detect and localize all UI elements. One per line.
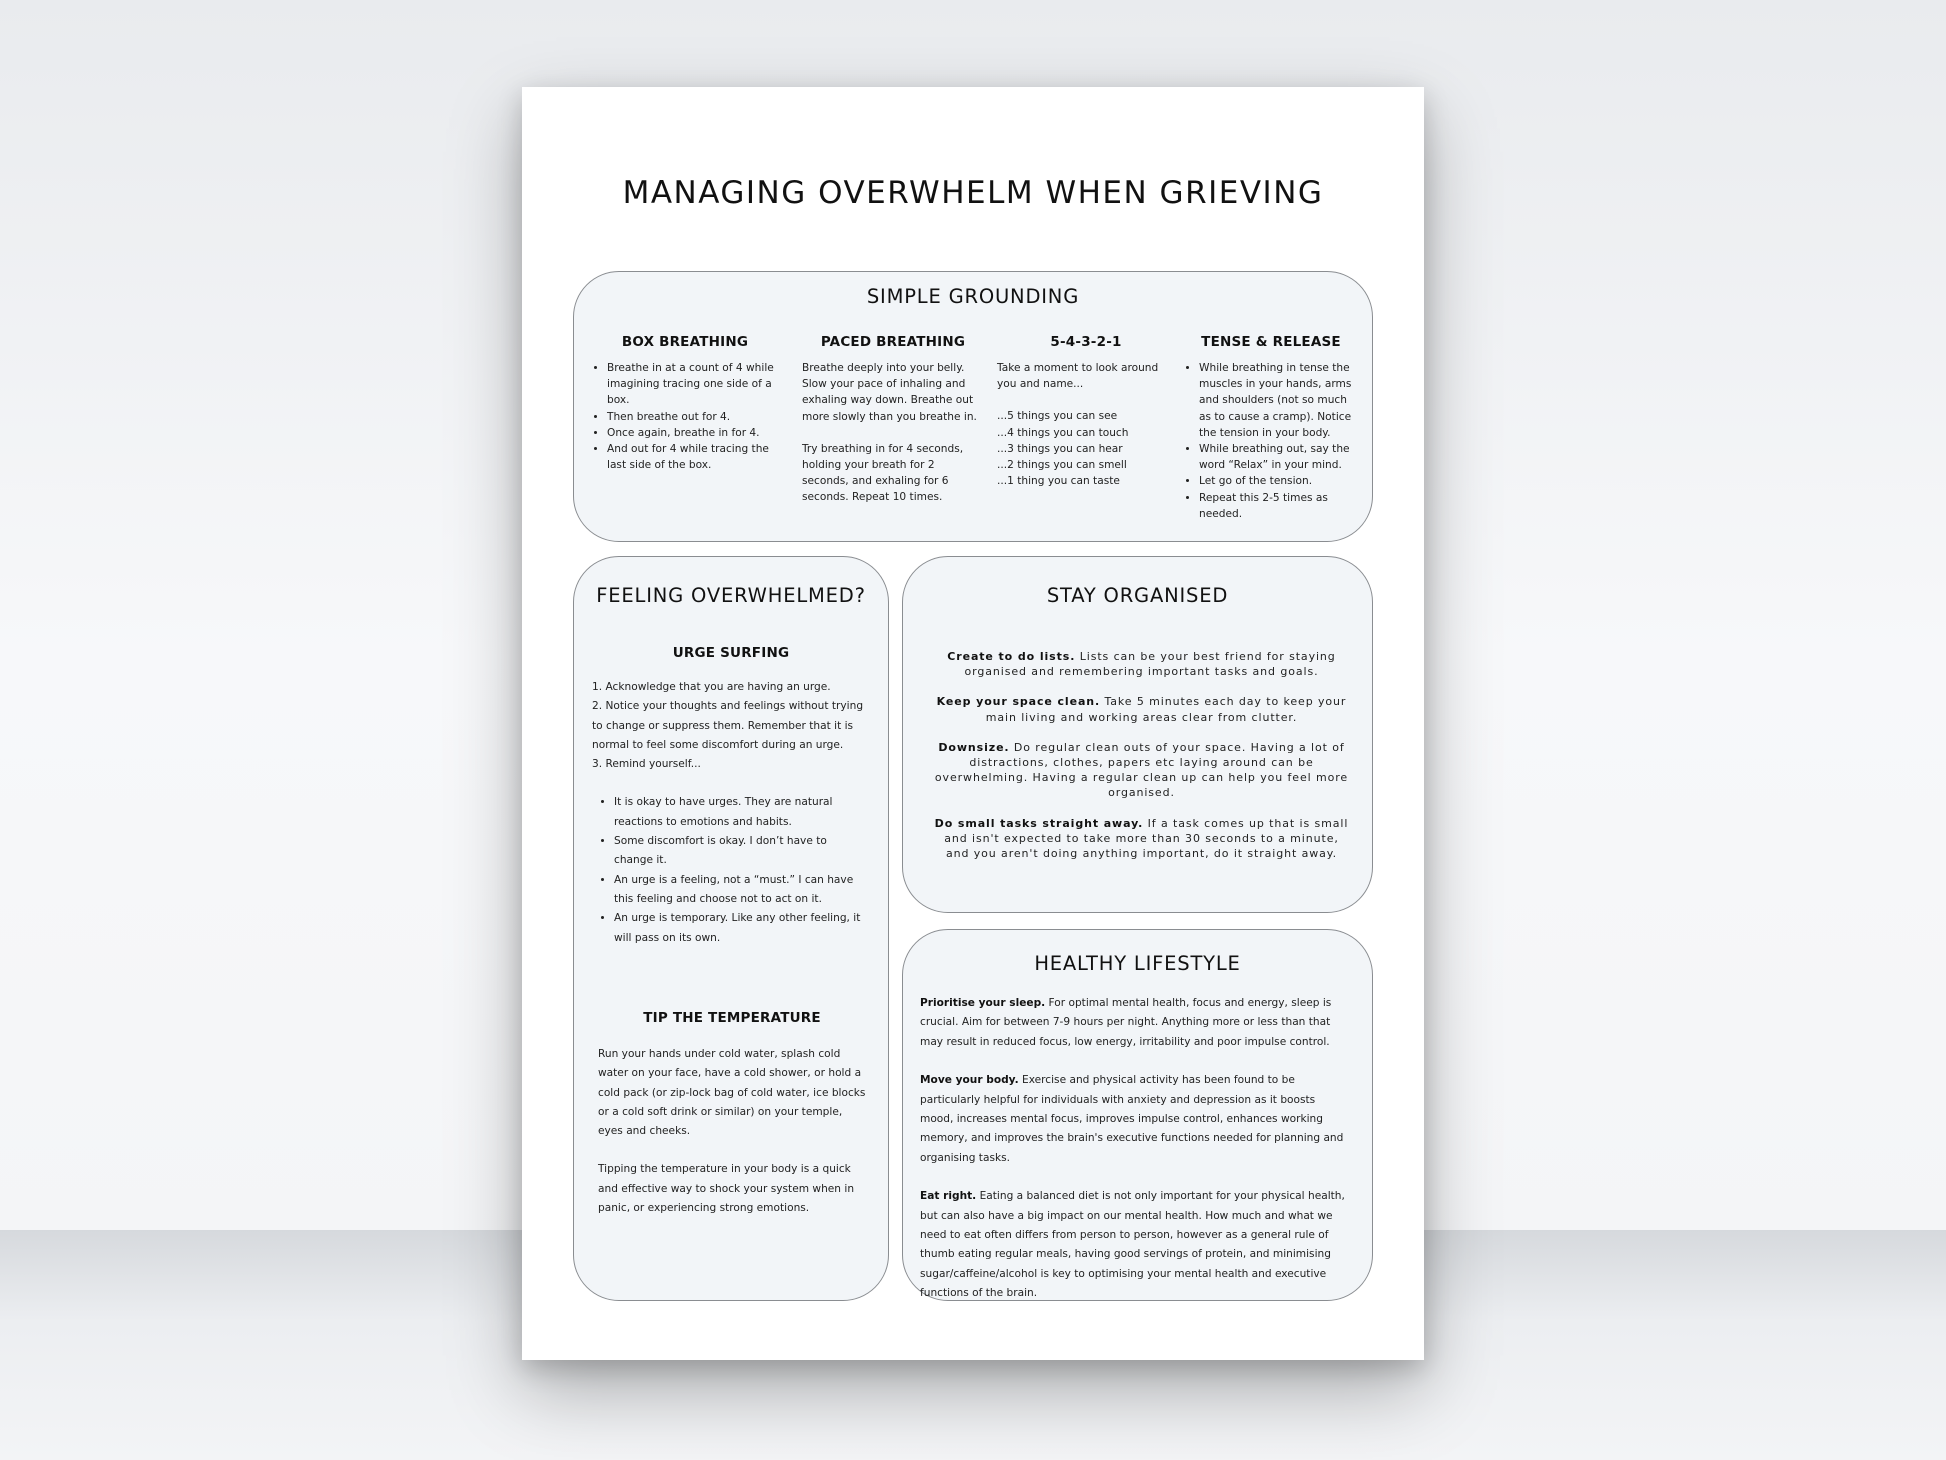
- five-senses-section: [997, 334, 1167, 489]
- healthy-tip-bold: Move your body.: [920, 1074, 1019, 1087]
- page-title: MANAGING OVERWHELM WHEN GRIEVING: [622, 175, 1324, 211]
- tip-temperature-title: TIP THE TEMPERATURE: [643, 1010, 821, 1026]
- worksheet-page: [522, 87, 1424, 1360]
- healthy-tip-bold: Eat right.: [920, 1190, 977, 1203]
- stay-organised-heading: STAY ORGANISED: [1046, 584, 1229, 607]
- paced-breathing-section: [802, 334, 984, 506]
- list-item: • While breathing out, say the word “Relax” in your mind.: [1199, 441, 1360, 473]
- tip-temperature-text-1: Run your hands under cold water, splash cold water on your face, have a cold shower, or hold a cold pack (or zip-lock bag of cold water, ice blocks or a cold soft drink or similar) on your temple, eyes and cheeks.: [598, 1048, 866, 1138]
- list-item: • Once again, breathe in for 4.: [607, 425, 780, 441]
- feeling-overwhelmed-card: [573, 556, 889, 1301]
- organised-tip: [933, 816, 1350, 862]
- organised-tip-text: Do regular clean outs of your space. Having a lot of distractions, clothes, papers etc laying around can be overwhelming. Having a regular clean up can help you feel more organised.: [934, 740, 1349, 800]
- stay-organised-card: [902, 556, 1373, 913]
- list-item: • Some discomfort is okay. I don’t have to change it.: [614, 832, 866, 871]
- list-item: • It is okay to have urges. They are natural reactions to emotions and habits.: [614, 793, 866, 832]
- five-senses-title: 5-4-3-2-1: [1050, 334, 1122, 350]
- healthy-tip: [920, 1071, 1350, 1168]
- organised-tip: [933, 649, 1350, 679]
- healthy-tip: [920, 994, 1350, 1052]
- urge-surfing-section: [592, 645, 870, 948]
- organised-tip: [933, 740, 1350, 801]
- tip-temperature-text-2: Tipping the temperature in your body is a quick and effective way to shock your system when in panic, or experiencing strong emotions.: [598, 1163, 855, 1215]
- list-item: • Breathe in at a count of 4 while imagining tracing one side of a box.: [607, 360, 780, 409]
- urge-surfing-title: URGE SURFING: [672, 645, 790, 661]
- box-breathing-title: BOX BREATHING: [621, 334, 749, 350]
- paced-breathing-text-2: Try breathing in for 4 seconds, holding your breath for 2 seconds, and exhaling for 6 seconds. Repeat 10 times.: [802, 442, 964, 504]
- tense-release-title: TENSE & RELEASE: [1201, 334, 1341, 350]
- urge-reminders-list: [592, 793, 866, 947]
- organised-tip-bold: Keep your space clean.: [936, 695, 1101, 709]
- list-item: • And out for 4 while tracing the last side of the box.: [607, 441, 780, 473]
- list-item: • An urge is a feeling, not a “must.” I can have this feeling and choose not to act on it.: [614, 871, 866, 910]
- organised-tip-text: Lists can be your best friend for staying organised and remembering important tasks and goals.: [964, 650, 1336, 679]
- box-breathing-list: [590, 360, 780, 473]
- box-breathing-section: [590, 334, 780, 473]
- organised-tip-bold: Downsize.: [938, 740, 1010, 754]
- urge-step: 1. Acknowledge that you are having an urge.: [592, 681, 831, 693]
- list-item: • Repeat this 2-5 times as needed.: [1199, 490, 1360, 522]
- tense-release-list: [1182, 360, 1360, 522]
- healthy-tip-text: Exercise and physical activity has been found to be particularly helpful for individuals with anxiety and depression as it boosts mood, increases mental focus, improves impulse control, enhances working memory, and improves the brain's executive functions needed for planning and organising tasks.: [920, 1074, 1344, 1164]
- urge-surfing-steps: [592, 678, 870, 774]
- healthy-lifestyle-card: [902, 929, 1373, 1301]
- healthy-tip-text: Eating a balanced diet is not only important for your physical health, but can also have a big impact on our mental health. How much and what we need to eat often differs from person to person, however as a general rule of thumb eating regular meals, having good servings of protein, and minimising sugar/caffeine/alcohol is key to optimising your mental health and executive functions of the brain.: [920, 1190, 1345, 1300]
- tense-release-section: [1182, 334, 1360, 522]
- urge-step: 3. Remind yourself...: [592, 758, 701, 771]
- paced-breathing-text-1: Breathe deeply into your belly. Slow your pace of inhaling and exhaling way down. Breathe out more slowly than you breathe in.: [802, 362, 977, 423]
- five-senses-line: ...4 things you can touch: [997, 426, 1129, 439]
- five-senses-line: ...1 thing you can taste: [997, 475, 1120, 488]
- organised-tip-text: Take 5 minutes each day to keep your main living and working areas clear from clutter.: [985, 695, 1347, 724]
- organised-tip-bold: Do small tasks straight away.: [934, 816, 1144, 830]
- simple-grounding-heading: SIMPLE GROUNDING: [866, 285, 1080, 308]
- tip-temperature-section: [598, 1010, 866, 1218]
- organised-tip: [933, 694, 1350, 724]
- urge-step: 2. Notice your thoughts and feelings without trying to change or suppress them. Remember that it is normal to feel some discomfort during an urge.: [592, 700, 864, 751]
- simple-grounding-card: [573, 271, 1373, 542]
- healthy-tip-text: For optimal mental health, focus and energy, sleep is crucial. Aim for between 7-9 hours per night. Anything more or less than that may result in reduced focus, low energy, irritability and poor impulse control.: [920, 997, 1332, 1048]
- stay-organised-content: [933, 649, 1350, 876]
- healthy-tip: [920, 1187, 1350, 1303]
- five-senses-line: ...3 things you can hear: [997, 442, 1123, 455]
- list-item: • Let go of the tension.: [1199, 473, 1360, 489]
- healthy-tip-bold: Prioritise your sleep.: [920, 997, 1046, 1009]
- five-senses-intro: Take a moment to look around you and name...: [997, 362, 1159, 391]
- paced-breathing-title: PACED BREATHING: [820, 334, 966, 350]
- list-item: • Then breathe out for 4.: [607, 409, 780, 425]
- list-item: • While breathing in tense the muscles in your hands, arms and shoulders (not so much as to cause a cramp). Notice the tension in your body.: [1199, 360, 1360, 441]
- healthy-lifestyle-content: [920, 994, 1350, 1323]
- five-senses-line: ...5 things you can see: [997, 410, 1118, 423]
- organised-tip-text: If a task comes up that is small and isn't expected to take more than 30 seconds to a minute, and you aren't doing anything important, do it straight away.: [944, 816, 1349, 861]
- five-senses-line: ...2 things you can smell: [997, 459, 1127, 472]
- feeling-overwhelmed-heading: FEELING OVERWHELMED?: [596, 584, 866, 607]
- list-item: • An urge is temporary. Like any other feeling, it will pass on its own.: [614, 909, 866, 948]
- healthy-lifestyle-heading: HEALTHY LIFESTYLE: [1034, 952, 1241, 975]
- organised-tip-bold: Create to do lists.: [947, 650, 1076, 663]
